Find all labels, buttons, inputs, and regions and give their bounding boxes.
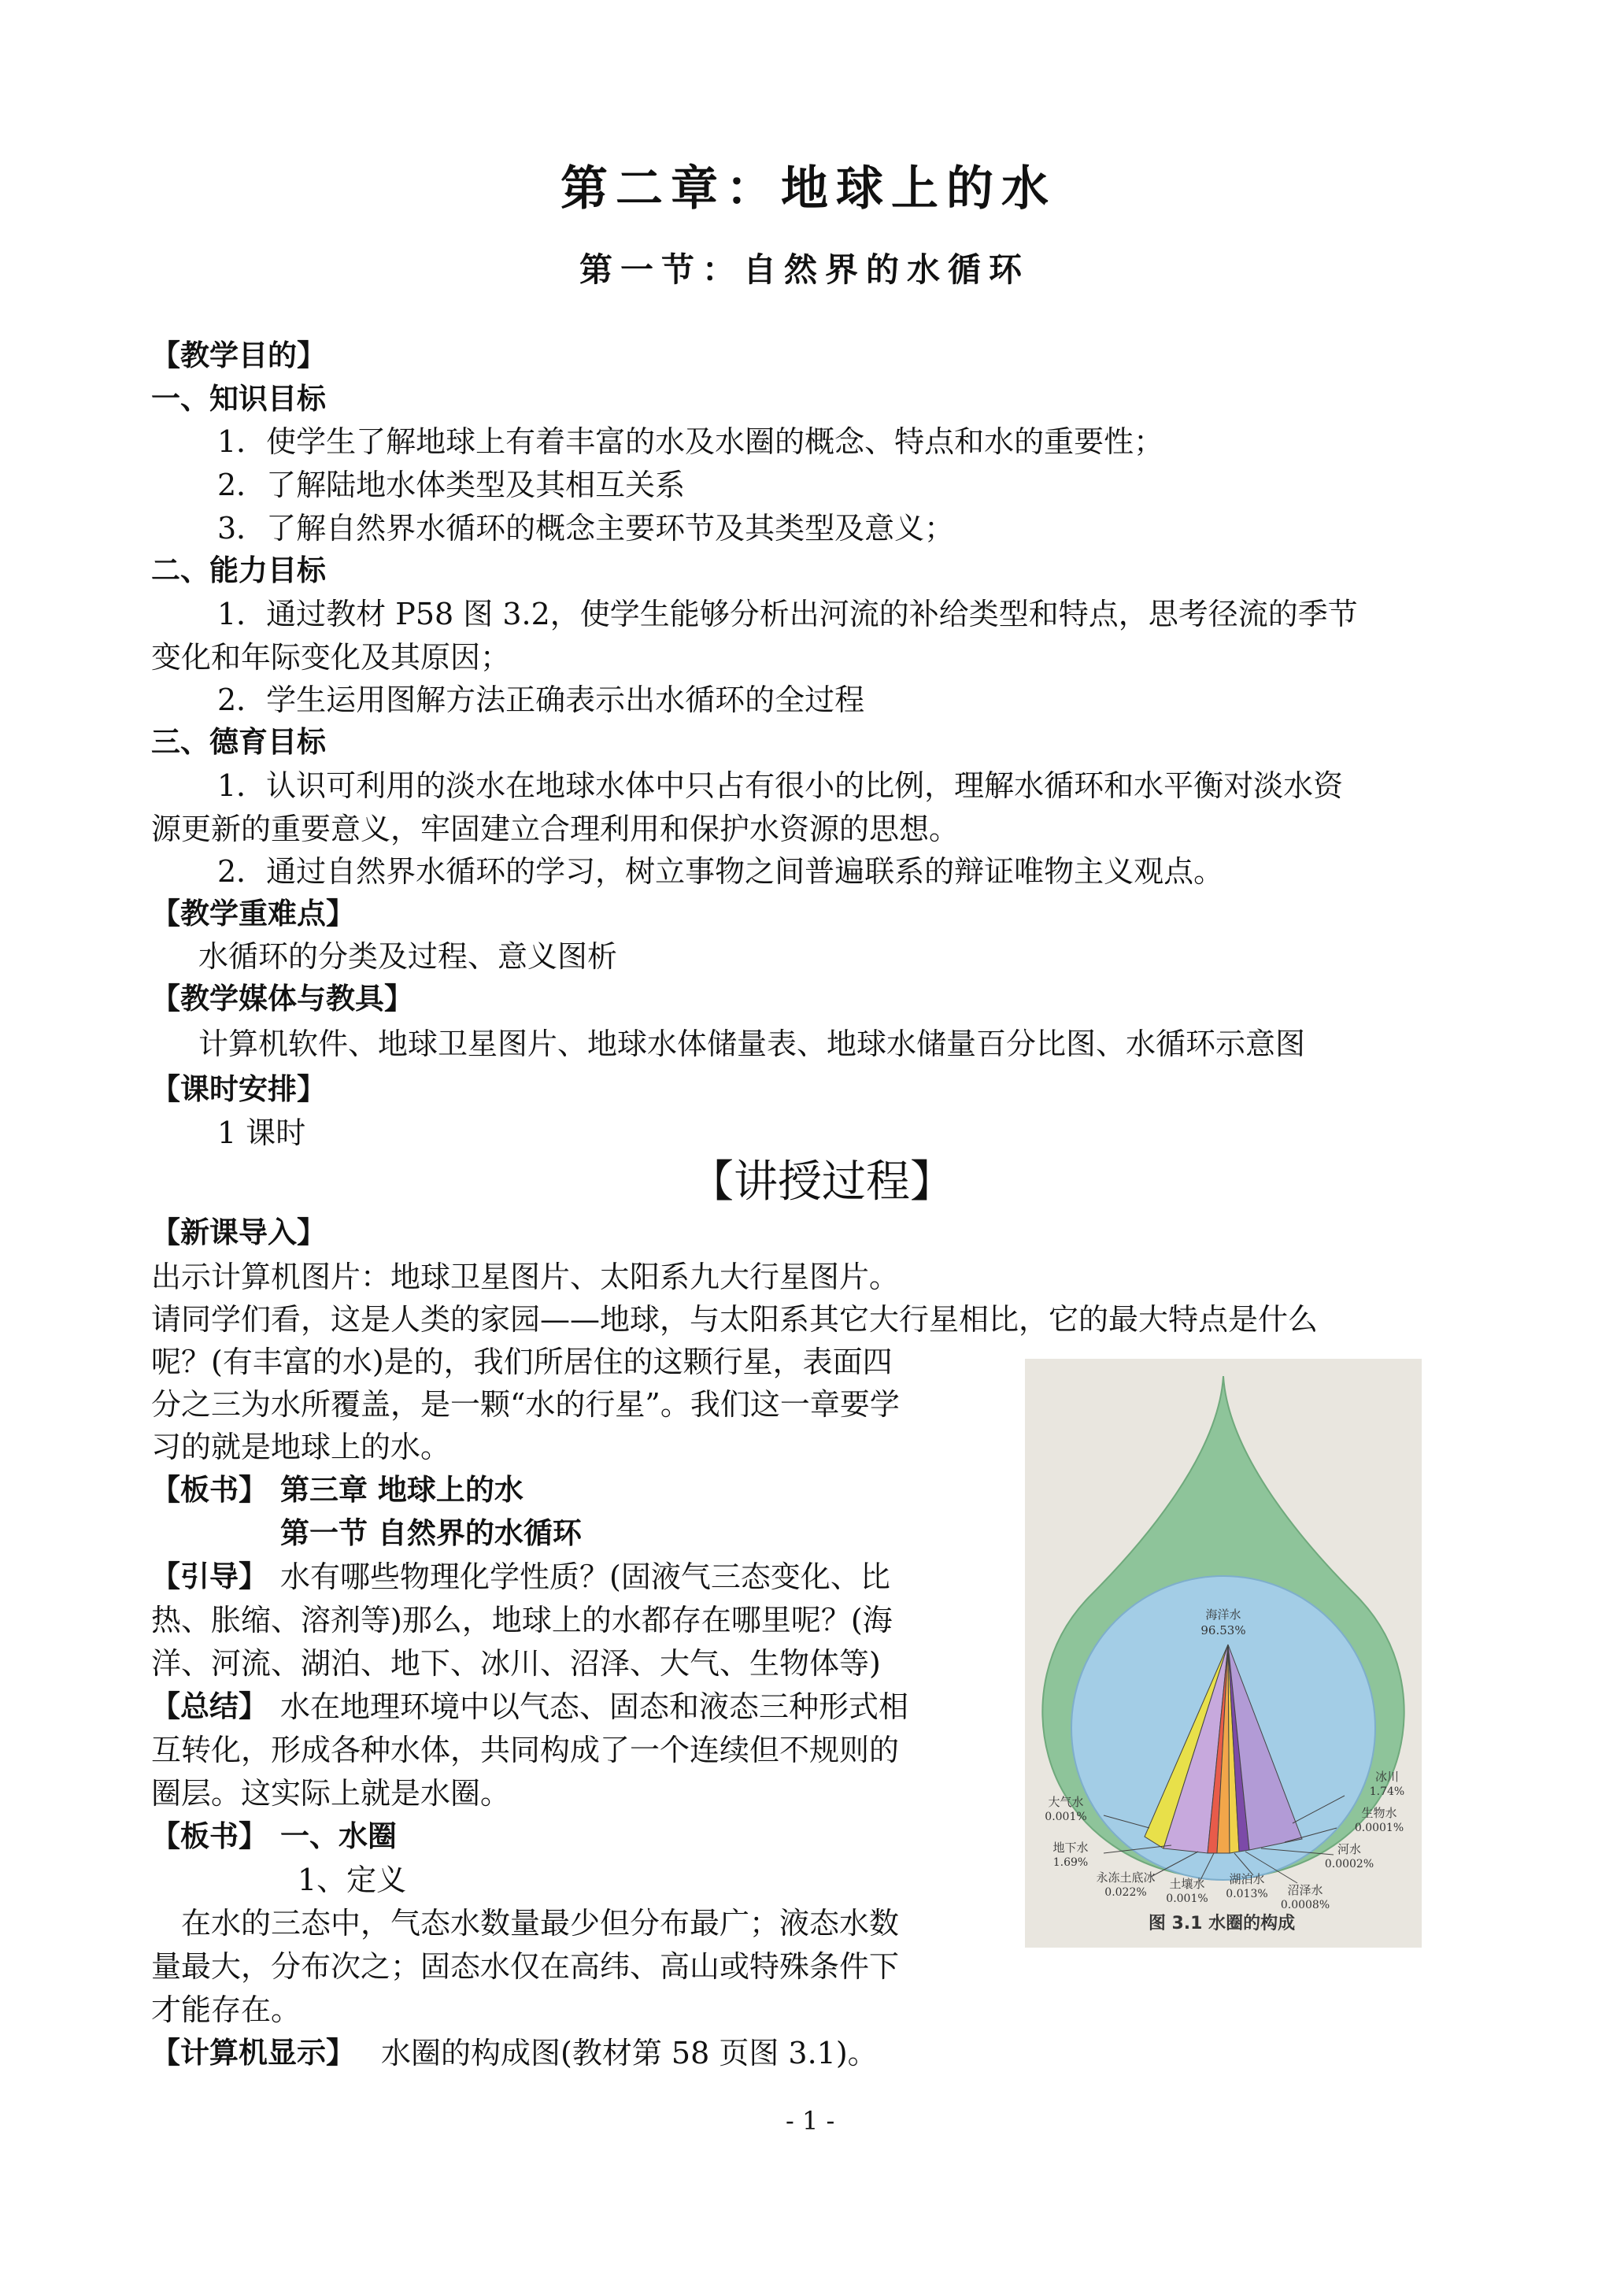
para-line3: 才能存在。 <box>151 1992 301 2027</box>
moral-goal-1-line2: 源更新的重要意义，牢固建立合理利用和保护水资源的思想。 <box>151 812 960 846</box>
hydrosphere-figure <box>1025 1359 1422 1948</box>
intro-heading: 【新课导入】 <box>151 1215 326 1249</box>
summary-line3: 圈层。这实际上就是水圈。 <box>151 1776 511 1811</box>
guide-line1: 水有哪些物理化学性质？(固液气三态变化、比 <box>280 1560 890 1594</box>
board-tag: 【板书】 <box>151 1472 268 1507</box>
lake-water-label: 湖泊水 <box>1229 1872 1265 1886</box>
summary-line1: 水在地理环境中以气态、固态和液态三种形式相 <box>280 1689 909 1724</box>
para-line2: 量最大，分布次之；固态水仅在高纬、高山或特殊条件下 <box>151 1949 900 1984</box>
ability-goal-1-line2: 变化和年际变化及其原因； <box>151 640 511 675</box>
knowledge-goal-2: 2．了解陆地水体类型及其相互关系 <box>217 468 686 502</box>
media-heading: 【教学媒体与教具】 <box>151 981 413 1016</box>
glacier-value: 1.74% <box>1369 1785 1405 1798</box>
display-tag: 【计算机显示】 <box>151 2035 355 2070</box>
process-heading: 【讲授过程】 <box>690 1156 954 1208</box>
intro-line3: 呢？(有丰富的水)是的，我们所居住的这颗行星，表面四 <box>151 1345 893 1379</box>
intro-line4: 分之三为水所覆盖，是一颗“水的行星”。我们这一章要学 <box>151 1387 900 1422</box>
board-chapter: 第三章 地球上的水 <box>280 1472 523 1507</box>
ability-goal-2: 2．学生运用图解方法正确表示出水循环的全过程 <box>217 683 865 717</box>
teaching-goals-heading: 【教学目的】 <box>151 338 326 372</box>
knowledge-goals-heading: 一、知识目标 <box>151 381 326 416</box>
moral-goal-1-line1: 1．认识可利用的淡水在地球水体中只占有很小的比例，理解水循环和水平衡对淡水资 <box>217 768 1344 803</box>
ability-goals-heading: 二、能力目标 <box>151 553 326 587</box>
atmosphere-water-label: 大气水 <box>1048 1795 1084 1809</box>
para-line1: 在水的三态中，气态水数量最少但分布最广；液态水数 <box>181 1906 900 1941</box>
river-water-label: 河水 <box>1337 1842 1362 1856</box>
board-section: 第一节 自然界的水循环 <box>280 1515 582 1550</box>
media-text: 计算机软件、地球卫星图片、地球水体储量表、地球水储量百分比图、水循环示意图 <box>198 1027 1306 1061</box>
schedule-heading: 【课时安排】 <box>151 1071 326 1106</box>
chapter-title: 第二章：地球上的水 <box>560 161 1056 216</box>
atmosphere-water-value: 0.001% <box>1045 1811 1087 1823</box>
summary-line2: 互转化，形成各种水体，共同构成了一个连续但不规则的 <box>151 1733 900 1767</box>
swamp-water-label: 沼泽水 <box>1287 1883 1323 1897</box>
key-points-text: 水循环的分类及过程、意义图析 <box>198 939 618 974</box>
glacier-label: 冰川 <box>1374 1770 1400 1784</box>
soil-water-value: 0.001% <box>1166 1893 1208 1905</box>
biological-water-label: 生物水 <box>1361 1806 1397 1820</box>
guide-line3: 洋、河流、湖泊、地下、冰川、沼泽、大气、生物体等) <box>151 1646 881 1681</box>
permafrost-ice-value: 0.022% <box>1104 1886 1147 1899</box>
intro-line5: 习的就是地球上的水。 <box>151 1430 451 1464</box>
moral-goal-2: 2．通过自然界水循环的学习，树立事物之间普遍联系的辩证唯物主义观点。 <box>217 854 1224 889</box>
soil-water-label: 土壤水 <box>1169 1877 1205 1891</box>
schedule-text: 1 课时 <box>217 1116 306 1150</box>
section-title: 第一节：自然界的水循环 <box>579 250 1030 289</box>
moral-goals-heading: 三、德育目标 <box>151 724 326 759</box>
display-text: 水圈的构成图(教材第 58 页图 3.1)。 <box>381 2036 878 2070</box>
river-water-value: 0.0002% <box>1324 1858 1374 1870</box>
guide-line2: 热、胀缩、溶剂等)那么，地球上的水都存在哪里呢？(海 <box>151 1603 893 1637</box>
knowledge-goal-3: 3．了解自然界水循环的概念主要环节及其类型及意义； <box>217 511 955 546</box>
board2-sub: 1、定义 <box>298 1863 407 1897</box>
board2-tag: 【板书】 <box>151 1819 268 1853</box>
biological-water-value: 0.0001% <box>1354 1822 1404 1834</box>
ability-goal-1-line1: 1．通过教材 P58 图 3.2，使学生能够分析出河流的补给类型和特点，思考径流的季节 <box>217 597 1358 631</box>
summary-tag: 【总结】 <box>151 1689 268 1723</box>
swamp-water-value: 0.0008% <box>1280 1899 1330 1911</box>
intro-line1: 出示计算机图片：地球卫星图片、太阳系九大行星图片。 <box>151 1260 900 1294</box>
board2-heading: 一、水圈 <box>280 1819 397 1853</box>
page-number: - 1 - <box>786 2106 835 2136</box>
guide-tag: 【引导】 <box>151 1559 268 1593</box>
figure-caption: 图 3.1 水圈的构成 <box>1148 1914 1296 1933</box>
knowledge-goal-1: 1．使学生了解地球上有着丰富的水及水圈的概念、特点和水的重要性； <box>217 424 1164 459</box>
key-points-heading: 【教学重难点】 <box>151 896 355 931</box>
groundwater-label: 地下水 <box>1052 1841 1089 1855</box>
ocean-label: 海洋水 <box>1205 1608 1241 1622</box>
hydrosphere-diagram <box>1025 1359 1422 1948</box>
lake-water-value: 0.013% <box>1226 1888 1268 1900</box>
groundwater-value: 1.69% <box>1052 1856 1089 1869</box>
permafrost-ice-label: 永冻土底冰 <box>1096 1870 1156 1885</box>
intro-line2: 请同学们看，这是人类的家园——地球，与太阳系其它大行星相比，它的最大特点是什么 <box>151 1302 1319 1337</box>
ocean-value: 96.53% <box>1200 1623 1246 1637</box>
